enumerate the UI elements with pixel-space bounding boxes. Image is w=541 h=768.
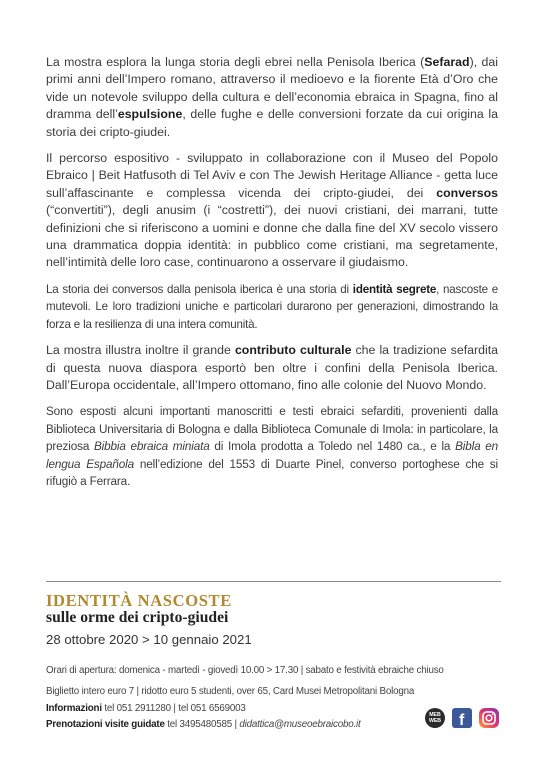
ticket-prices: Biglietto intero euro 7 | ridotto euro 5 studenti, over 65, Card Musei Metropolitani Bologna	[46, 686, 415, 697]
booking-label: Prenotazioni visite guidate	[46, 719, 165, 730]
instagram-glyph	[479, 708, 499, 728]
paragraph-segment: espulsione	[117, 107, 183, 122]
paragraph-segment: identità segrete	[352, 282, 437, 296]
paragraph-5	[46, 403, 498, 490]
paragraph-3	[46, 281, 498, 333]
paragraph-4	[46, 342, 498, 394]
paragraph-segment: che la tradizione sefardita di questa nuova diaspora esportò ben oltre i confini della Penisola Iberica. Dall’Europa occidentale, all’Impero ottomano, fino alle colonie del Nuovo Mondo.	[46, 343, 499, 392]
info-phones: tel 051 2911280 | tel 051 6569003	[101, 703, 246, 714]
opening-hours: Orari di apertura: domenica - martedì - giovedì 10.00 > 17.30 | sabato e festività ebraiche chiuso	[46, 665, 444, 676]
meb-web-label-bottom: WEB	[428, 718, 442, 724]
exhibition-subtitle: sulle orme dei cripto-giudei	[46, 609, 229, 626]
paragraph-2	[46, 150, 498, 272]
exhibition-title: IDENTITÀ NASCOSTE	[46, 591, 232, 610]
exhibition-dates: 28 ottobre 2020 > 10 gennaio 2021	[46, 632, 252, 647]
paragraph-segment: Il percorso espositivo - sviluppato in collaborazione con il Museo del Popolo Ebraico | Beit Hatfusoth di Tel Aviv e con The Jewish Heritage Alliance - getta luce sull’affascinante e complessa vicenda dei cripto-giudei, dei	[46, 151, 498, 200]
paragraph-segment: La storia dei conversos dalla penisola iberica è una storia di	[46, 282, 353, 296]
paragraph-segment: , delle fughe e delle conversioni forzate da cui origina la storia dei cripto-giudei.	[46, 107, 498, 139]
paragraph-segment: La mostra esplora la lunga storia degli ebrei nella Penisola Iberica (	[46, 55, 425, 69]
svg-text:f: f	[459, 712, 465, 728]
intro-text	[46, 54, 498, 499]
paragraph-segment: La mostra illustra inoltre il grande	[46, 343, 235, 358]
paragraph-segment: , nascoste e mutevoli. Le loro tradizioni uniche e particolari durarono per generazioni, dimostrando la forza e la resilienza di una intera comunità.	[46, 282, 498, 331]
paragraph-segment: Bibbia ebraica miniata	[93, 440, 210, 454]
meb-web-icon[interactable]	[425, 708, 445, 728]
paragraph-segment: Sefarad	[424, 55, 470, 69]
meb-web-label-top: MEB	[429, 712, 441, 718]
info-label: Informazioni	[46, 703, 102, 714]
instagram-icon[interactable]	[479, 708, 499, 728]
social-icons	[425, 708, 499, 728]
paragraph-segment: di Imola prodotta a Toledo nel 1480 ca., e la	[209, 440, 456, 454]
facebook-icon[interactable]	[452, 708, 472, 728]
paragraph-1	[46, 54, 498, 141]
paragraph-segment: contributo culturale	[234, 343, 352, 358]
booking-phone: tel 3495480585 |	[164, 719, 240, 730]
paragraph-segment: (“convertiti”), degli anusim (i “costretti”), dei nuovi cristiani, dei marrani, tutte definizioni che si riferiscono a uomini e donne che dalla fine del XV secolo vissero una drammatica doppia identità: in pubblico come cristiani, ma segretamente, nell’intimità delle loro case, continuarono a osservare il giudaismo.	[46, 203, 498, 270]
facebook-glyph	[452, 708, 472, 728]
paragraph-segment: Bibla en lengua Española	[46, 440, 498, 471]
paragraph-segment: ), dai primi anni dell’Impero romano, attraverso il medioevo e la fiorente Età d’Oro che vide un notevole sviluppo della cultura e dell’economia ebraica in Spagna, fino al dramma dell’	[46, 55, 498, 122]
divider	[46, 581, 501, 582]
booking-email[interactable]: didattica@museoebraicobo.it	[239, 719, 361, 730]
paragraph-segment: nell’edizione del 1553 di Duarte Pinel, converso portoghese che si rifugiò a Ferrara.	[46, 457, 498, 488]
paragraph-segment: Sono esposti alcuni importanti manoscritti e testi ebraici sefarditi, provenienti dalla Biblioteca Universitaria di Bologna e dalla Biblioteca Comunale di Imola: in particolare, la preziosa	[46, 405, 498, 454]
paragraph-segment: conversos	[436, 185, 498, 200]
